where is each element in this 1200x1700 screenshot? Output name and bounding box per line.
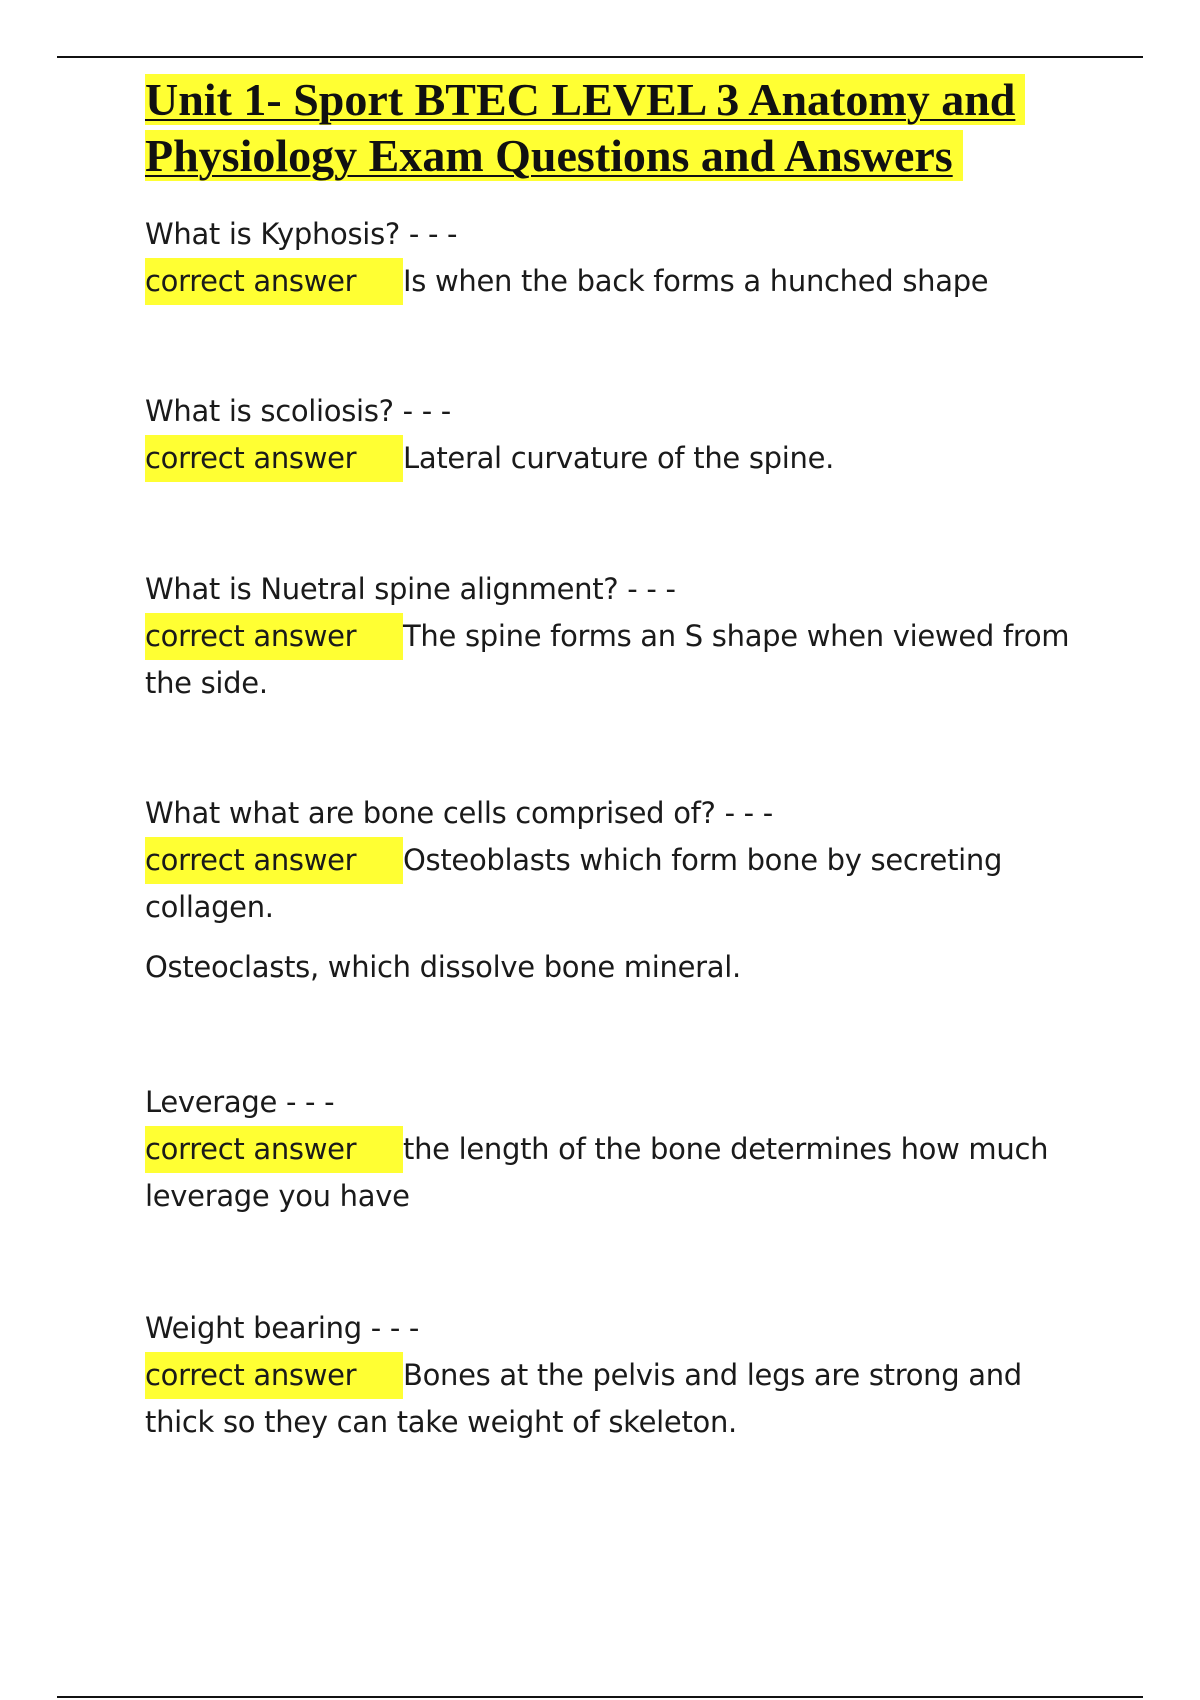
answer	[145, 258, 1085, 305]
answer	[145, 613, 1085, 707]
question: What what are bone cells comprised of? - - -	[145, 796, 773, 830]
qa-item	[145, 1305, 1085, 1446]
question: What is Nuetral spine alignment? - - -	[145, 572, 676, 606]
question: What is scoliosis? - - -	[145, 394, 451, 428]
page-title-text: Unit 1- Sport BTEC LEVEL 3 Anatomy and Physiology Exam Questions and Answers	[145, 74, 1025, 181]
answer-text: Bones at the pelvis and legs are strong and thick so they can take weight of skeleton.	[145, 1358, 1022, 1439]
qa-item	[145, 1079, 1085, 1220]
answer-label: correct answer	[145, 613, 403, 660]
answer	[145, 1352, 1085, 1446]
qa-item	[145, 790, 1085, 991]
answer-label: correct answer	[145, 435, 403, 482]
answer	[145, 435, 1085, 482]
answer-label: correct answer	[145, 1126, 403, 1173]
top-rule	[57, 56, 1143, 58]
question: Weight bearing - - -	[145, 1311, 420, 1345]
question: What is Kyphosis? - - -	[145, 217, 458, 251]
question: Leverage - - -	[145, 1085, 335, 1119]
answer-continuation: Osteoclasts, which dissolve bone mineral.	[145, 950, 741, 984]
qa-item	[145, 211, 1085, 305]
qa-item	[145, 566, 1085, 707]
answer	[145, 1126, 1085, 1220]
page-title	[145, 72, 1085, 184]
answer-text: The spine forms an S shape when viewed from the side.	[145, 619, 1070, 700]
answer-label: correct answer	[145, 837, 403, 884]
answer	[145, 837, 1085, 931]
answer-text: Lateral curvature of the spine.	[403, 441, 835, 475]
bottom-rule	[57, 1696, 1143, 1698]
answer-label: correct answer	[145, 1352, 403, 1399]
answer-text: Is when the back forms a hunched shape	[403, 264, 989, 298]
qa-item	[145, 388, 1085, 482]
answer-text: the length of the bone determines how much leverage you have	[145, 1132, 1049, 1213]
answer-text: Osteoblasts which form bone by secreting collagen.	[145, 843, 1003, 924]
answer-label: correct answer	[145, 258, 403, 305]
